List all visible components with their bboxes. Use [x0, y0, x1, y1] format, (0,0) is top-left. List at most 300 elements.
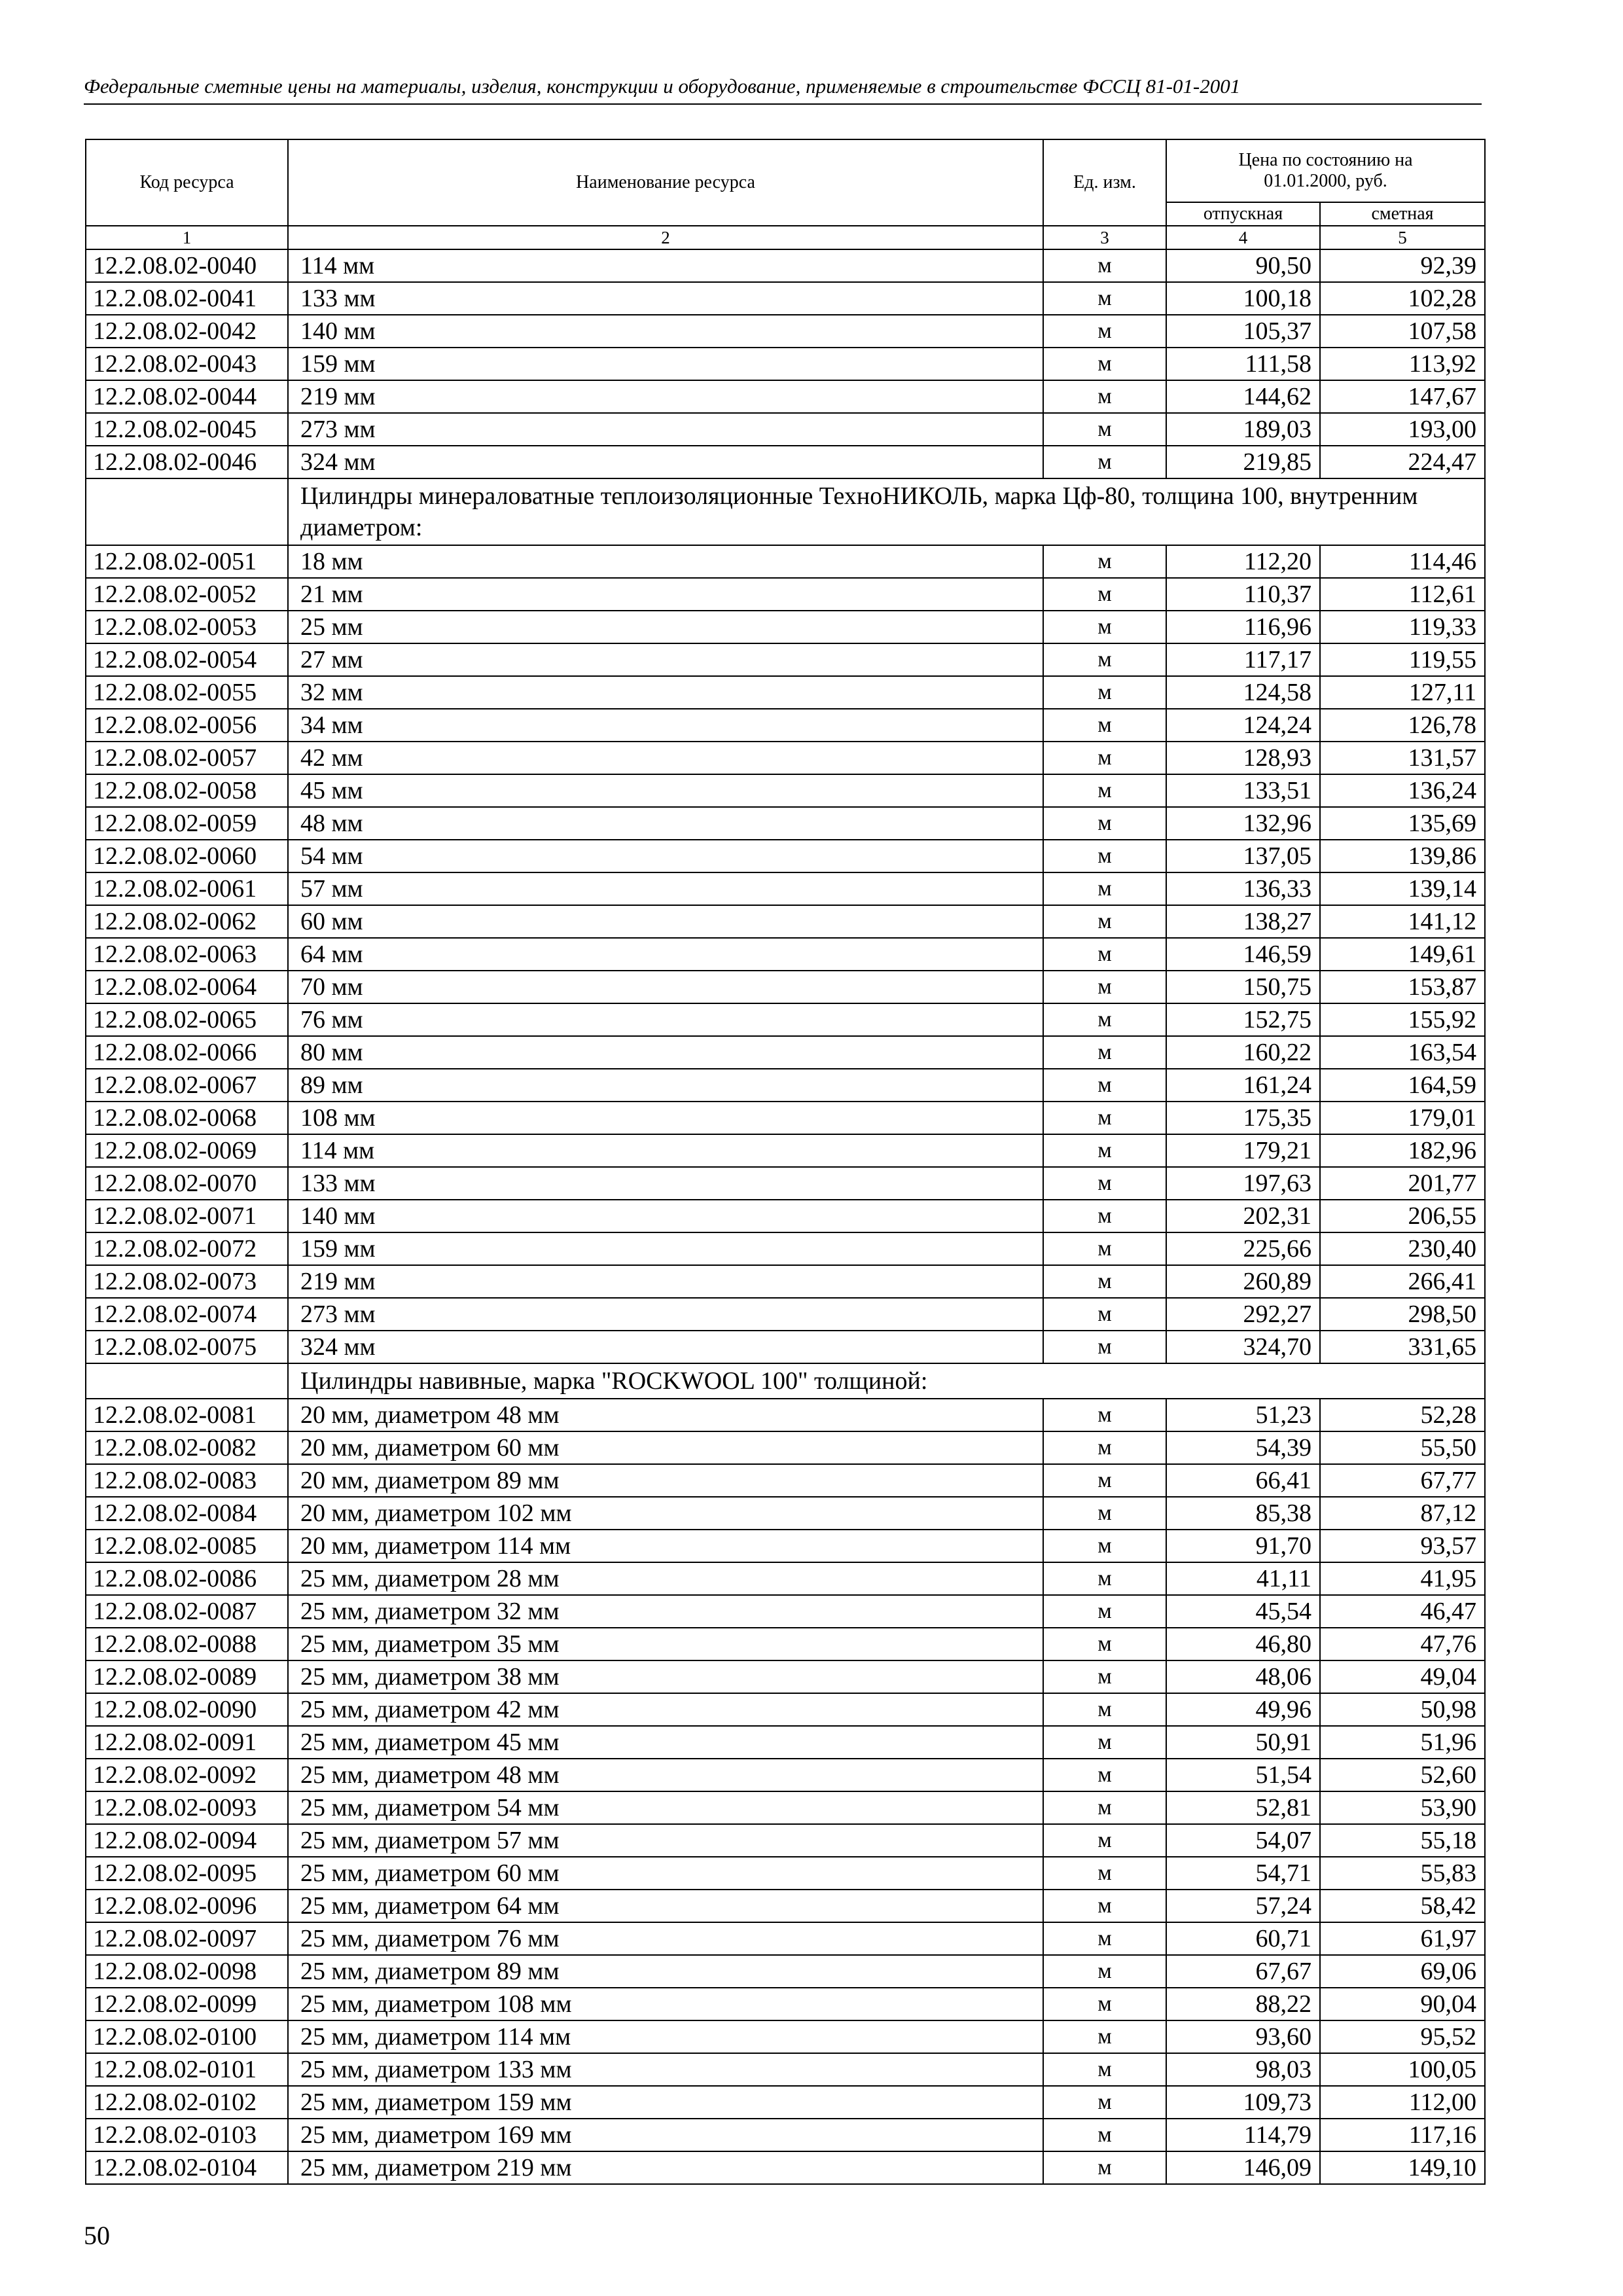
price-estimate: 53,90 [1320, 1791, 1485, 1824]
price-estimate: 112,61 [1320, 578, 1485, 611]
resource-name: 25 мм, диаметром 108 мм [288, 1988, 1043, 2020]
resource-name: 324 мм [288, 446, 1043, 478]
resource-name: 27 мм [288, 643, 1043, 676]
resource-code: 12.2.08.02-0094 [86, 1824, 288, 1857]
unit: м [1043, 1890, 1166, 1922]
price-release: 93,60 [1166, 2020, 1320, 2053]
price-release: 85,38 [1166, 1497, 1320, 1530]
table-row [86, 840, 1485, 872]
resource-code: 12.2.08.02-0052 [86, 578, 288, 611]
resource-code: 12.2.08.02-0060 [86, 840, 288, 872]
table-row [86, 1200, 1485, 1232]
price-release: 292,27 [1166, 1298, 1320, 1331]
group-heading: Цилиндры навивные, марка "ROCKWOOL 100" толщиной: [288, 1363, 1485, 1399]
unit: м [1043, 676, 1166, 709]
resource-name: 80 мм [288, 1036, 1043, 1069]
price-estimate: 127,11 [1320, 676, 1485, 709]
resource-name: 25 мм, диаметром 219 мм [288, 2151, 1043, 2184]
table-row [86, 1167, 1485, 1200]
resource-code: 12.2.08.02-0082 [86, 1431, 288, 1464]
resource-code: 12.2.08.02-0061 [86, 872, 288, 905]
header-price-estimate: сметная [1320, 202, 1485, 226]
table-row [86, 315, 1485, 348]
table-row [86, 1232, 1485, 1265]
table-row [86, 1102, 1485, 1134]
price-estimate: 46,47 [1320, 1595, 1485, 1628]
resource-code: 12.2.08.02-0101 [86, 2053, 288, 2086]
resource-code: 12.2.08.02-0096 [86, 1890, 288, 1922]
price-estimate: 55,18 [1320, 1824, 1485, 1857]
column-number: 5 [1320, 226, 1485, 249]
table-row [86, 249, 1485, 282]
resource-name: 25 мм, диаметром 35 мм [288, 1628, 1043, 1660]
resource-code: 12.2.08.02-0089 [86, 1660, 288, 1693]
table-row [86, 742, 1485, 774]
table-row [86, 971, 1485, 1003]
price-estimate: 47,76 [1320, 1628, 1485, 1660]
price-release: 146,09 [1166, 2151, 1320, 2184]
table-row [86, 2020, 1485, 2053]
unit: м [1043, 611, 1166, 643]
resource-code: 12.2.08.02-0043 [86, 348, 288, 380]
price-release: 57,24 [1166, 1890, 1320, 1922]
price-estimate: 92,39 [1320, 249, 1485, 282]
price-release: 136,33 [1166, 872, 1320, 905]
price-release: 90,50 [1166, 249, 1320, 282]
price-release: 52,81 [1166, 1791, 1320, 1824]
resource-code: 12.2.08.02-0055 [86, 676, 288, 709]
resource-name: 324 мм [288, 1331, 1043, 1363]
resource-name: 20 мм, диаметром 114 мм [288, 1530, 1043, 1562]
table-row [86, 1069, 1485, 1102]
price-estimate: 102,28 [1320, 282, 1485, 315]
table-row [86, 578, 1485, 611]
price-table [85, 139, 1486, 2185]
resource-code: 12.2.08.02-0056 [86, 709, 288, 742]
resource-code: 12.2.08.02-0098 [86, 1955, 288, 1988]
resource-code: 12.2.08.02-0073 [86, 1265, 288, 1298]
unit: м [1043, 2151, 1166, 2184]
price-release: 67,67 [1166, 1955, 1320, 1988]
resource-name: 108 мм [288, 1102, 1043, 1134]
resource-name: 219 мм [288, 1265, 1043, 1298]
price-estimate: 95,52 [1320, 2020, 1485, 2053]
resource-code: 12.2.08.02-0058 [86, 774, 288, 807]
resource-code: 12.2.08.02-0085 [86, 1530, 288, 1562]
unit: м [1043, 1693, 1166, 1726]
price-estimate: 147,67 [1320, 380, 1485, 413]
unit: м [1043, 1265, 1166, 1298]
header-price-group: Цена по состоянию на 01.01.2000, руб. [1166, 139, 1485, 202]
table-row [86, 807, 1485, 840]
resource-name: 114 мм [288, 249, 1043, 282]
price-release: 114,79 [1166, 2119, 1320, 2151]
price-release: 132,96 [1166, 807, 1320, 840]
table-row [86, 1431, 1485, 1464]
resource-code: 12.2.08.02-0088 [86, 1628, 288, 1660]
column-number: 4 [1166, 226, 1320, 249]
resource-code: 12.2.08.02-0097 [86, 1922, 288, 1955]
table-row [86, 872, 1485, 905]
unit: м [1043, 1824, 1166, 1857]
price-estimate: 266,41 [1320, 1265, 1485, 1298]
table-row [86, 1955, 1485, 1988]
resource-name: 219 мм [288, 380, 1043, 413]
price-estimate: 119,55 [1320, 643, 1485, 676]
price-release: 160,22 [1166, 1036, 1320, 1069]
price-estimate: 153,87 [1320, 971, 1485, 1003]
resource-code: 12.2.08.02-0091 [86, 1726, 288, 1759]
unit: м [1043, 1399, 1166, 1431]
price-estimate: 131,57 [1320, 742, 1485, 774]
price-estimate: 113,92 [1320, 348, 1485, 380]
group-code-blank [86, 1363, 288, 1399]
unit: м [1043, 315, 1166, 348]
price-estimate: 114,46 [1320, 545, 1485, 578]
resource-name: 21 мм [288, 578, 1043, 611]
resource-name: 273 мм [288, 413, 1043, 446]
resource-name: 25 мм, диаметром 64 мм [288, 1890, 1043, 1922]
resource-code: 12.2.08.02-0075 [86, 1331, 288, 1363]
group-heading-row [86, 1363, 1485, 1399]
resource-name: 25 мм, диаметром 159 мм [288, 2086, 1043, 2119]
unit: м [1043, 1431, 1166, 1464]
table-row [86, 1036, 1485, 1069]
table-body [86, 249, 1485, 2184]
price-estimate: 164,59 [1320, 1069, 1485, 1102]
header-name: Наименование ресурса [288, 139, 1043, 226]
resource-code: 12.2.08.02-0042 [86, 315, 288, 348]
unit: м [1043, 1464, 1166, 1497]
unit: м [1043, 1660, 1166, 1693]
column-number: 2 [288, 226, 1043, 249]
resource-code: 12.2.08.02-0071 [86, 1200, 288, 1232]
price-estimate: 206,55 [1320, 1200, 1485, 1232]
price-estimate: 61,97 [1320, 1922, 1485, 1955]
resource-code: 12.2.08.02-0074 [86, 1298, 288, 1331]
price-estimate: 136,24 [1320, 774, 1485, 807]
resource-name: 25 мм [288, 611, 1043, 643]
price-estimate: 149,10 [1320, 2151, 1485, 2184]
resource-code: 12.2.08.02-0104 [86, 2151, 288, 2184]
price-estimate: 107,58 [1320, 315, 1485, 348]
unit: м [1043, 1562, 1166, 1595]
unit: м [1043, 2053, 1166, 2086]
resource-name: 25 мм, диаметром 45 мм [288, 1726, 1043, 1759]
unit: м [1043, 643, 1166, 676]
table-row [86, 1265, 1485, 1298]
table-row [86, 2086, 1485, 2119]
resource-name: 114 мм [288, 1134, 1043, 1167]
unit: м [1043, 1497, 1166, 1530]
resource-code: 12.2.08.02-0093 [86, 1791, 288, 1824]
resource-name: 54 мм [288, 840, 1043, 872]
unit: м [1043, 905, 1166, 938]
table-row [86, 774, 1485, 807]
table-row [86, 1595, 1485, 1628]
resource-code: 12.2.08.02-0053 [86, 611, 288, 643]
price-estimate: 224,47 [1320, 446, 1485, 478]
resource-name: 45 мм [288, 774, 1043, 807]
table-row [86, 938, 1485, 971]
table-row [86, 2119, 1485, 2151]
resource-code: 12.2.08.02-0084 [86, 1497, 288, 1530]
resource-name: 48 мм [288, 807, 1043, 840]
price-release: 116,96 [1166, 611, 1320, 643]
table-row [86, 676, 1485, 709]
price-estimate: 51,96 [1320, 1726, 1485, 1759]
price-estimate: 69,06 [1320, 1955, 1485, 1988]
unit: м [1043, 1530, 1166, 1562]
table-row [86, 1660, 1485, 1693]
price-release: 100,18 [1166, 282, 1320, 315]
table-row [86, 1988, 1485, 2020]
price-estimate: 182,96 [1320, 1134, 1485, 1167]
table-row [86, 446, 1485, 478]
price-release: 146,59 [1166, 938, 1320, 971]
resource-name: 140 мм [288, 1200, 1043, 1232]
unit: м [1043, 1167, 1166, 1200]
resource-name: 25 мм, диаметром 169 мм [288, 2119, 1043, 2151]
resource-name: 20 мм, диаметром 60 мм [288, 1431, 1043, 1464]
header-rule [84, 103, 1482, 105]
price-release: 60,71 [1166, 1922, 1320, 1955]
unit: м [1043, 545, 1166, 578]
resource-code: 12.2.08.02-0070 [86, 1167, 288, 1200]
table-row [86, 413, 1485, 446]
table-row [86, 282, 1485, 315]
price-release: 46,80 [1166, 1628, 1320, 1660]
price-estimate: 55,83 [1320, 1857, 1485, 1890]
resource-code: 12.2.08.02-0064 [86, 971, 288, 1003]
price-estimate: 331,65 [1320, 1331, 1485, 1363]
table-row [86, 1890, 1485, 1922]
table-row [86, 1791, 1485, 1824]
unit: м [1043, 709, 1166, 742]
price-estimate: 230,40 [1320, 1232, 1485, 1265]
unit: м [1043, 1628, 1166, 1660]
price-estimate: 55,50 [1320, 1431, 1485, 1464]
resource-name: 89 мм [288, 1069, 1043, 1102]
unit: м [1043, 1955, 1166, 1988]
unit: м [1043, 2119, 1166, 2151]
header-code: Код ресурса [86, 139, 288, 226]
price-release: 105,37 [1166, 315, 1320, 348]
resource-code: 12.2.08.02-0044 [86, 380, 288, 413]
group-code-blank [86, 478, 288, 545]
resource-name: 25 мм, диаметром 133 мм [288, 2053, 1043, 2086]
unit: м [1043, 2086, 1166, 2119]
table-row [86, 1497, 1485, 1530]
table-row [86, 1726, 1485, 1759]
resource-name: 140 мм [288, 315, 1043, 348]
price-release: 41,11 [1166, 1562, 1320, 1595]
resource-code: 12.2.08.02-0099 [86, 1988, 288, 2020]
price-release: 51,54 [1166, 1759, 1320, 1791]
price-release: 112,20 [1166, 545, 1320, 578]
price-estimate: 52,28 [1320, 1399, 1485, 1431]
unit: м [1043, 807, 1166, 840]
price-estimate: 49,04 [1320, 1660, 1485, 1693]
resource-code: 12.2.08.02-0063 [86, 938, 288, 971]
unit: м [1043, 413, 1166, 446]
price-release: 98,03 [1166, 2053, 1320, 2086]
table-row [86, 348, 1485, 380]
table-row [86, 611, 1485, 643]
price-estimate: 149,61 [1320, 938, 1485, 971]
table-row [86, 2151, 1485, 2184]
price-estimate: 179,01 [1320, 1102, 1485, 1134]
resource-code: 12.2.08.02-0092 [86, 1759, 288, 1791]
price-estimate: 139,86 [1320, 840, 1485, 872]
resource-code: 12.2.08.02-0086 [86, 1562, 288, 1595]
price-release: 202,31 [1166, 1200, 1320, 1232]
table-row [86, 1003, 1485, 1036]
table-row [86, 1857, 1485, 1890]
price-release: 117,17 [1166, 643, 1320, 676]
unit: м [1043, 742, 1166, 774]
price-release: 111,58 [1166, 348, 1320, 380]
unit: м [1043, 282, 1166, 315]
price-release: 260,89 [1166, 1265, 1320, 1298]
table-row [86, 905, 1485, 938]
resource-name: 25 мм, диаметром 114 мм [288, 2020, 1043, 2053]
resource-name: 76 мм [288, 1003, 1043, 1036]
price-estimate: 141,12 [1320, 905, 1485, 938]
unit: м [1043, 774, 1166, 807]
unit: м [1043, 1134, 1166, 1167]
resource-code: 12.2.08.02-0051 [86, 545, 288, 578]
price-release: 51,23 [1166, 1399, 1320, 1431]
table-row [86, 545, 1485, 578]
table-row [86, 1922, 1485, 1955]
resource-name: 34 мм [288, 709, 1043, 742]
resource-code: 12.2.08.02-0103 [86, 2119, 288, 2151]
price-estimate: 58,42 [1320, 1890, 1485, 1922]
resource-name: 20 мм, диаметром 102 мм [288, 1497, 1043, 1530]
price-release: 197,63 [1166, 1167, 1320, 1200]
price-estimate: 112,00 [1320, 2086, 1485, 2119]
resource-name: 25 мм, диаметром 60 мм [288, 1857, 1043, 1890]
price-estimate: 93,57 [1320, 1530, 1485, 1562]
table-row [86, 2053, 1485, 2086]
unit: м [1043, 1200, 1166, 1232]
header-price-release: отпускная [1166, 202, 1320, 226]
resource-name: 159 мм [288, 348, 1043, 380]
resource-code: 12.2.08.02-0072 [86, 1232, 288, 1265]
resource-name: 42 мм [288, 742, 1043, 774]
resource-code: 12.2.08.02-0081 [86, 1399, 288, 1431]
price-release: 133,51 [1166, 774, 1320, 807]
unit: м [1043, 1595, 1166, 1628]
price-estimate: 298,50 [1320, 1298, 1485, 1331]
resource-code: 12.2.08.02-0083 [86, 1464, 288, 1497]
resource-code: 12.2.08.02-0090 [86, 1693, 288, 1726]
resource-code: 12.2.08.02-0059 [86, 807, 288, 840]
resource-name: 25 мм, диаметром 38 мм [288, 1660, 1043, 1693]
unit: м [1043, 1988, 1166, 2020]
table-row [86, 1628, 1485, 1660]
price-estimate: 163,54 [1320, 1036, 1485, 1069]
resource-code: 12.2.08.02-0068 [86, 1102, 288, 1134]
unit: м [1043, 380, 1166, 413]
resource-code: 12.2.08.02-0087 [86, 1595, 288, 1628]
resource-code: 12.2.08.02-0040 [86, 249, 288, 282]
price-estimate: 87,12 [1320, 1497, 1485, 1530]
resource-name: 133 мм [288, 282, 1043, 315]
resource-name: 64 мм [288, 938, 1043, 971]
price-release: 179,21 [1166, 1134, 1320, 1167]
price-release: 49,96 [1166, 1693, 1320, 1726]
resource-name: 273 мм [288, 1298, 1043, 1331]
resource-code: 12.2.08.02-0065 [86, 1003, 288, 1036]
resource-code: 12.2.08.02-0069 [86, 1134, 288, 1167]
unit: м [1043, 840, 1166, 872]
unit: м [1043, 1331, 1166, 1363]
price-release: 54,07 [1166, 1824, 1320, 1857]
unit: м [1043, 1036, 1166, 1069]
price-release: 161,24 [1166, 1069, 1320, 1102]
resource-name: 25 мм, диаметром 57 мм [288, 1824, 1043, 1857]
price-release: 110,37 [1166, 578, 1320, 611]
unit: м [1043, 348, 1166, 380]
resource-code: 12.2.08.02-0041 [86, 282, 288, 315]
table-row [86, 1759, 1485, 1791]
column-number: 3 [1043, 226, 1166, 249]
unit: м [1043, 1232, 1166, 1265]
price-estimate: 117,16 [1320, 2119, 1485, 2151]
price-estimate: 139,14 [1320, 872, 1485, 905]
table-row [86, 1464, 1485, 1497]
table-row [86, 1562, 1485, 1595]
price-release: 144,62 [1166, 380, 1320, 413]
price-estimate: 41,95 [1320, 1562, 1485, 1595]
resource-name: 133 мм [288, 1167, 1043, 1200]
unit: м [1043, 1003, 1166, 1036]
resource-name: 25 мм, диаметром 28 мм [288, 1562, 1043, 1595]
price-release: 48,06 [1166, 1660, 1320, 1693]
resource-code: 12.2.08.02-0057 [86, 742, 288, 774]
price-estimate: 119,33 [1320, 611, 1485, 643]
price-estimate: 201,77 [1320, 1167, 1485, 1200]
resource-name: 159 мм [288, 1232, 1043, 1265]
resource-name: 20 мм, диаметром 89 мм [288, 1464, 1043, 1497]
unit: м [1043, 1857, 1166, 1890]
price-release: 175,35 [1166, 1102, 1320, 1134]
table-row [86, 1331, 1485, 1363]
group-heading: Цилиндры минераловатные теплоизоляционные ТехноНИКОЛЬ, марка Цф-80, толщина 100, внутренним диаметром: [288, 478, 1485, 545]
resource-name: 25 мм, диаметром 42 мм [288, 1693, 1043, 1726]
price-release: 189,03 [1166, 413, 1320, 446]
price-release: 66,41 [1166, 1464, 1320, 1497]
table-row [86, 709, 1485, 742]
table-row [86, 1134, 1485, 1167]
price-release: 137,05 [1166, 840, 1320, 872]
resource-name: 25 мм, диаметром 48 мм [288, 1759, 1043, 1791]
price-release: 225,66 [1166, 1232, 1320, 1265]
price-release: 150,75 [1166, 971, 1320, 1003]
unit: м [1043, 938, 1166, 971]
price-release: 124,58 [1166, 676, 1320, 709]
table-row [86, 643, 1485, 676]
table-row [86, 1298, 1485, 1331]
price-estimate: 50,98 [1320, 1693, 1485, 1726]
unit: м [1043, 446, 1166, 478]
unit: м [1043, 1298, 1166, 1331]
table-row [86, 1824, 1485, 1857]
price-estimate: 155,92 [1320, 1003, 1485, 1036]
resource-name: 25 мм, диаметром 89 мм [288, 1955, 1043, 1988]
